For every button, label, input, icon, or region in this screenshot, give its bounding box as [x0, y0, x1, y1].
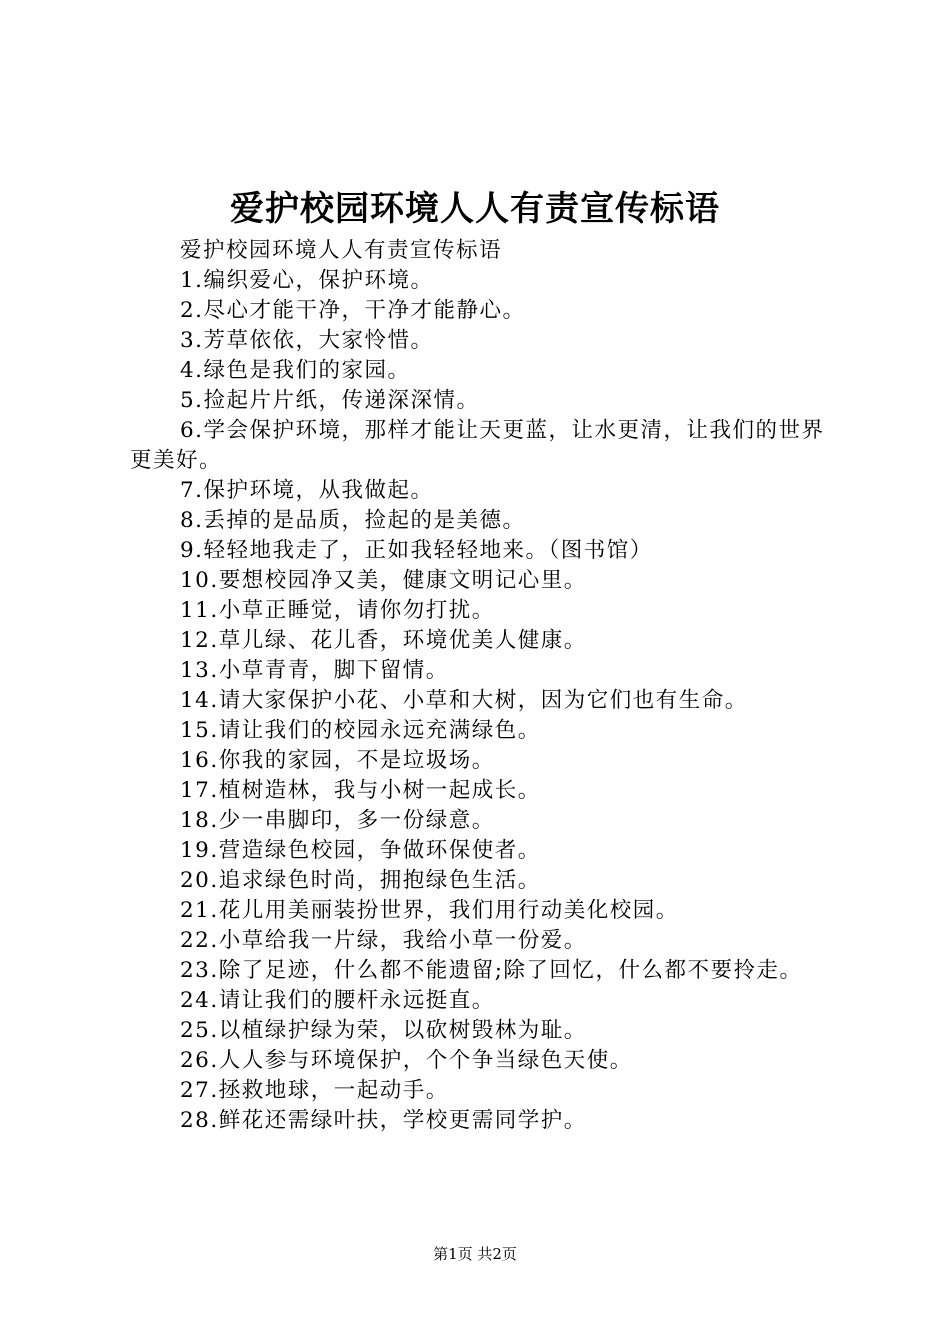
paragraph: 3.芳草依依，大家怜惜。	[180, 328, 434, 353]
paragraph: 12.草儿绿、花儿香，环境优美人健康。	[180, 628, 587, 653]
paragraph: 13.小草青青，脚下留情。	[180, 658, 449, 683]
paragraph: 1.编织爱心，保护环境。	[180, 268, 434, 293]
paragraph: 26.人人参与环境保护，个个争当绿色天使。	[180, 1048, 633, 1073]
paragraph: 25.以植绿护绿为荣，以砍树毁林为耻。	[180, 1018, 587, 1043]
paragraph: 16.你我的家园，不是垃圾场。	[180, 748, 495, 773]
paragraph: 10.要想校园净又美，健康文明记心里。	[180, 568, 587, 593]
paragraph: 9.轻轻地我走了，正如我轻轻地来。（图书馆）	[180, 538, 653, 563]
page-title: 爱护校园环境人人有责宣传标语	[230, 189, 720, 229]
paragraph: 28.鲜花还需绿叶扶，学校更需同学护。	[180, 1108, 587, 1133]
paragraph: 24.请让我们的腰杆永远挺直。	[180, 988, 495, 1013]
paragraph: 17.植树造林，我与小树一起成长。	[180, 778, 541, 803]
paragraph: 27.拯救地球，一起动手。	[180, 1078, 449, 1103]
paragraph: 19.营造绿色校园，争做环保使者。	[180, 838, 541, 863]
paragraph: 14.请大家保护小花、小草和大树，因为它们也有生命。	[180, 688, 748, 713]
paragraph: 4.绿色是我们的家园。	[180, 358, 411, 383]
paragraph: 5.捡起片片纸，传递深深情。	[180, 388, 480, 413]
paragraph: 21.花儿用美丽装扮世界，我们用行动美化校园。	[180, 898, 679, 923]
paragraph: 23.除了足迹，什么都不能遗留;除了回忆，什么都不要拎走。	[180, 958, 803, 983]
document-body	[130, 236, 830, 1136]
paragraph: 7.保护环境，从我做起。	[180, 478, 434, 503]
paragraph: 22.小草给我一片绿，我给小草一份爱。	[180, 928, 587, 953]
paragraph: 8.丢掉的是品质，捡起的是美德。	[180, 508, 526, 533]
paragraph: 爱护校园环境人人有责宣传标语	[180, 238, 503, 263]
paragraph: 15.请让我们的校园永远充满绿色。	[180, 718, 541, 743]
page-footer: 第1页 共2页	[433, 1245, 517, 1263]
paragraph: 6.学会保护环境，那样才能让天更蓝，让水更清，让我们的世界更美好。	[130, 418, 825, 473]
paragraph: 20.追求绿色时尚，拥抱绿色生活。	[180, 868, 541, 893]
paragraph: 11.小草正睡觉，请你勿打扰。	[180, 598, 495, 623]
paragraph: 2.尽心才能干净，干净才能静心。	[180, 298, 526, 323]
paragraph: 18.少一串脚印，多一份绿意。	[180, 808, 495, 833]
